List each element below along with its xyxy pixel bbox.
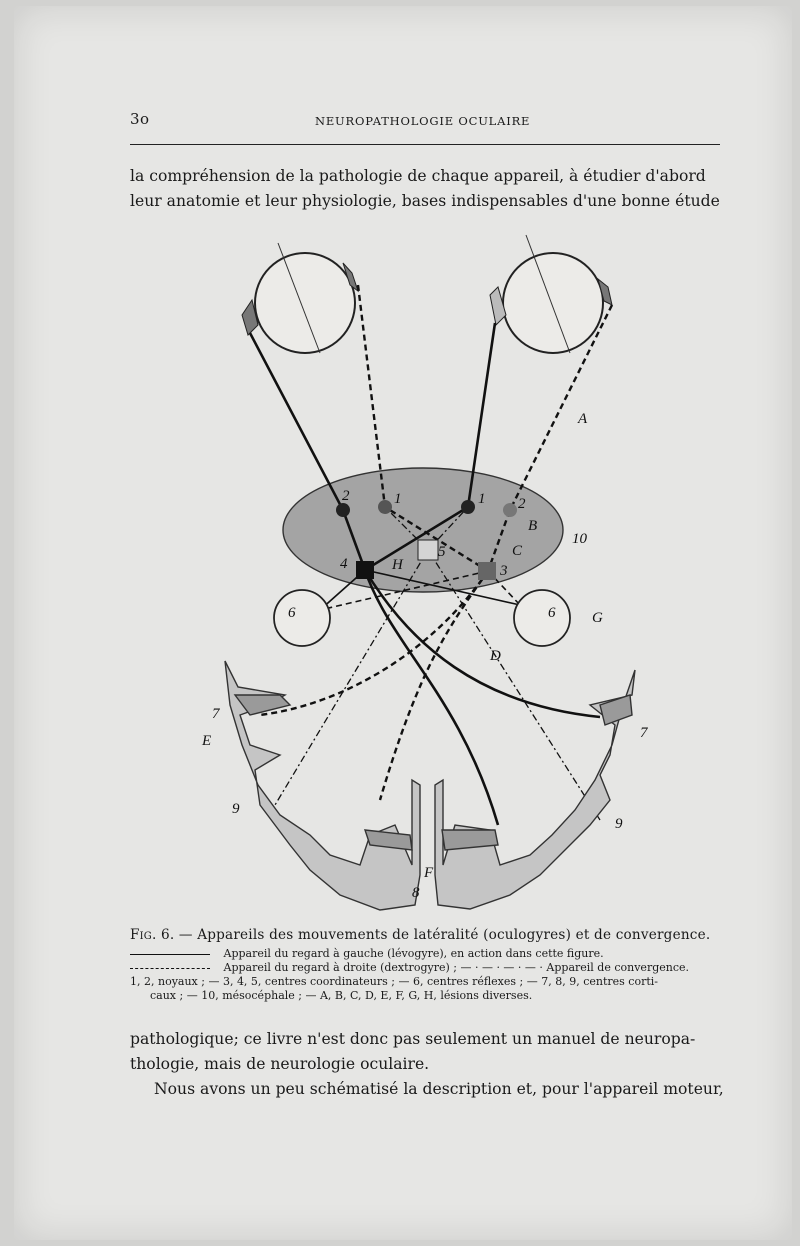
caption-title-line: [130, 927, 724, 943]
left-eye: [255, 253, 355, 353]
text-line: leur anatomie et leur physiologie, bases indispensables d'une bonne étude: [130, 192, 720, 210]
label-6-left: 6: [288, 605, 296, 621]
label-H: H: [392, 557, 403, 573]
center-4: [356, 561, 374, 579]
text-line: la compréhension de la pathologie de chaque appareil, à étudier d'abord: [130, 167, 706, 185]
text-line: thologie, mais de neurologie oculaire.: [130, 1055, 430, 1073]
header-title: NEUROPATHOLOGIE OCULAIRE: [315, 114, 531, 128]
reflex-center-6-right: [514, 590, 570, 646]
text-line: Nous avons un peu schématisé la description et, pour l'appareil moteur,: [154, 1080, 724, 1098]
right-eye: [503, 253, 603, 353]
caption-label: Fig. 6.: [130, 927, 175, 943]
reflex-center-6-left: [274, 590, 330, 646]
label-5: 5: [438, 544, 446, 560]
label-8: 8: [412, 885, 420, 901]
text-line: pathologique; ce livre n'est donc pas seulement un manuel de neuropa-: [130, 1030, 696, 1048]
label-4: 4: [340, 556, 348, 572]
oculomotor-diagram: [180, 225, 650, 915]
page-number: 3o: [130, 110, 150, 128]
label-6-right: 6: [548, 605, 556, 621]
label-2-left: 2: [342, 488, 350, 504]
top-paragraph: [130, 164, 722, 214]
label-A: A: [578, 411, 588, 427]
center-3: [478, 562, 496, 580]
caption-legend-line-1: [130, 947, 724, 961]
label-F: F: [424, 865, 434, 881]
label-G: G: [592, 610, 603, 626]
caption-legend-line-3: 1, 2, noyaux ; — 3, 4, 5, centres coordinateurs ; — 6, centres réflexes ; — 7, 8, 9, centres corti-: [130, 975, 658, 988]
nucleus-1-left: [378, 500, 392, 514]
label-9-left: 9: [232, 801, 240, 817]
bottom-paragraph: [130, 1027, 722, 1102]
label-3: 3: [500, 563, 508, 579]
caption-legend-line-2: [130, 961, 724, 975]
caption-legend-line-4: caux ; — 10, mésocéphale ; — A, B, C, D, E, F, G, H, lésions diverses.: [150, 989, 533, 1002]
label-7-right: 7: [640, 725, 648, 741]
label-E: E: [202, 733, 212, 749]
label-1-left: 1: [394, 491, 402, 507]
label-D: D: [490, 648, 501, 664]
label-1-right: 1: [478, 491, 486, 507]
solid-line-key: [130, 954, 210, 955]
nucleus-1-right: [461, 500, 475, 514]
legend-levogyre: Appareil du regard à gauche (lévogyre), en action dans cette figure.: [223, 947, 604, 960]
label-B: B: [528, 518, 538, 534]
label-10: 10: [572, 531, 587, 547]
label-7-left: 7: [212, 706, 220, 722]
figure-caption: [130, 927, 724, 1003]
header-rule: [130, 144, 720, 145]
label-2-right: 2: [518, 496, 526, 512]
nucleus-2-right: [503, 503, 517, 517]
nucleus-2-left: [336, 503, 350, 517]
center-5: [418, 540, 438, 560]
label-C: C: [512, 543, 523, 559]
legend-dextrogyre: Appareil du regard à droite (dextrogyre) ; — · — · — · — · Appareil de convergence.: [223, 961, 690, 974]
label-9-right: 9: [615, 816, 623, 832]
caption-title: — Appareils des mouvements de latéralité (oculogyres) et de convergence.: [178, 927, 711, 943]
dashed-line-key: [130, 968, 210, 969]
